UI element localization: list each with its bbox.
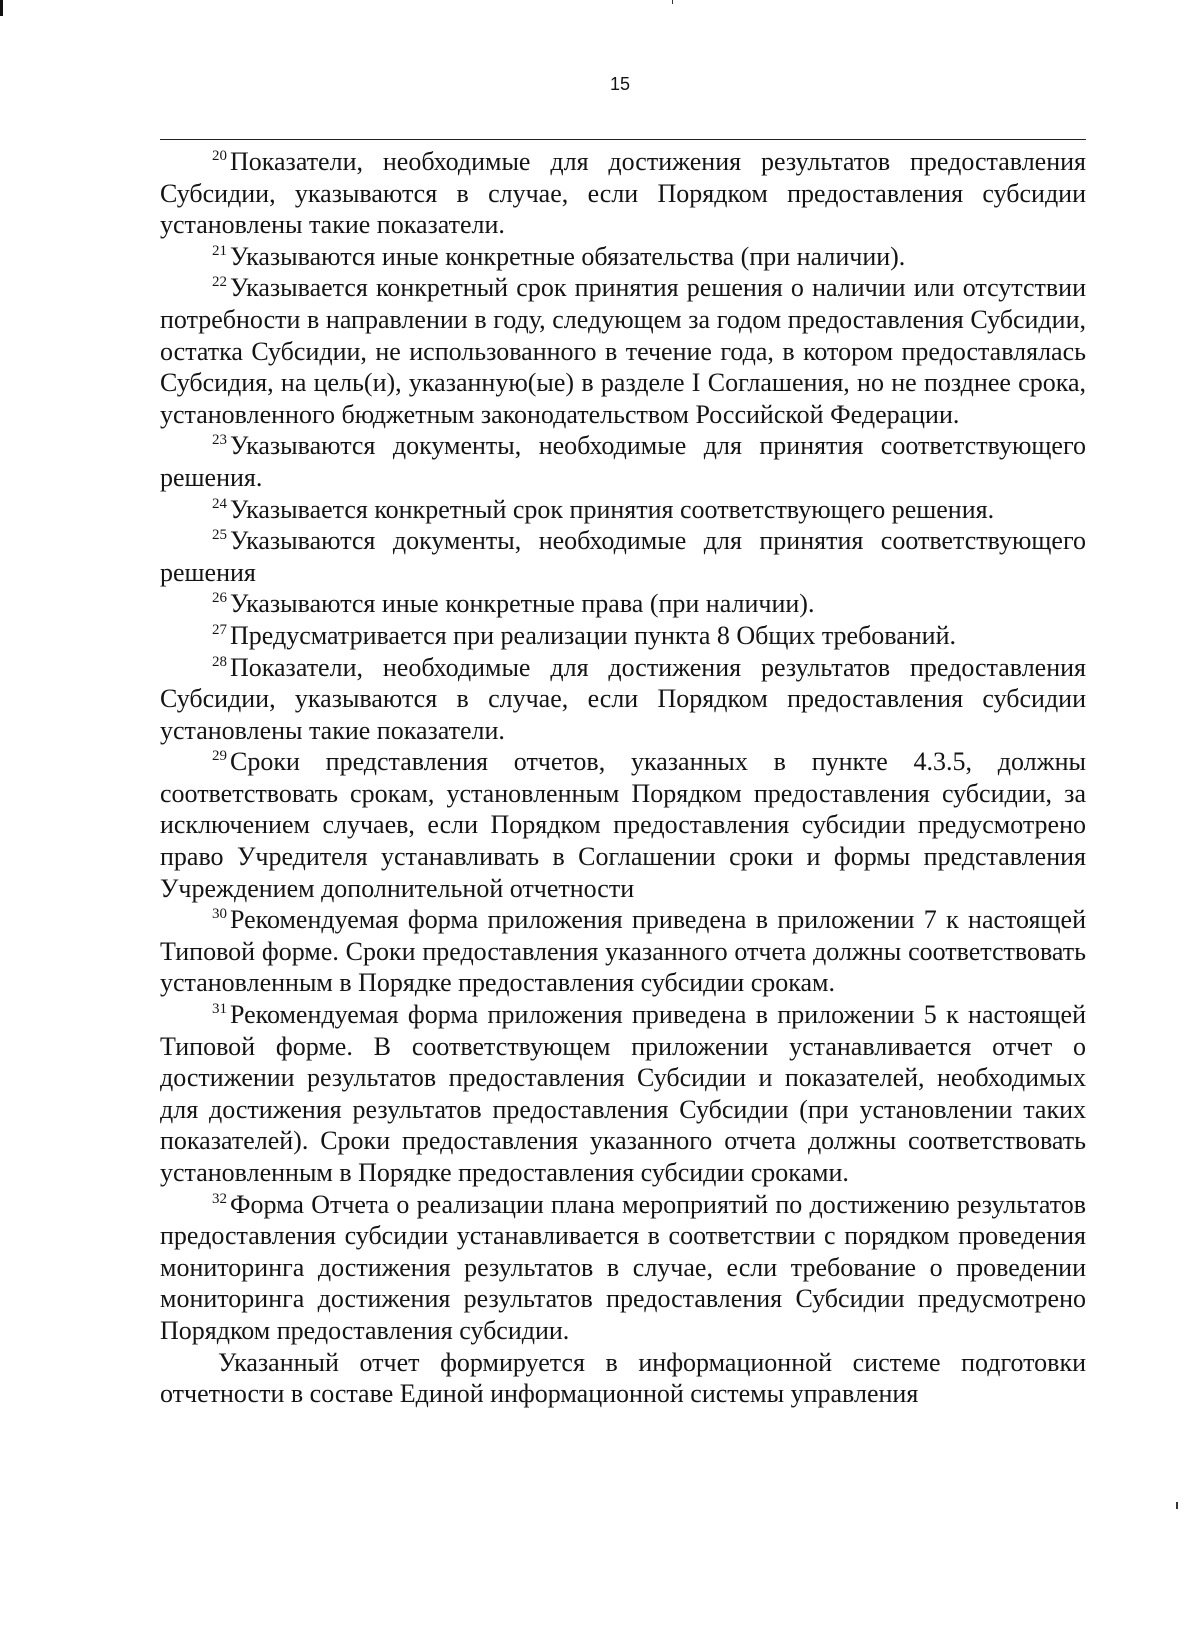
footnote-text: Рекомендуемая форма приложения приведена в приложении 7 к настоящей Типовой форме. Сроки предоставления указанного отчета должны соответствовать установленным в Порядке предоставления субсидии срокам. bbox=[160, 905, 1086, 998]
footnote-text: Указываются документы, необходимые для принятия соответствующего решения bbox=[160, 526, 1086, 587]
footnote bbox=[160, 620, 1086, 652]
footnote-text: Форма Отчета о реализации плана мероприятий по достижению результатов предоставления субсидии устанавливается в соответствии с порядком проведения мониторинга достижения результатов в случае, если требование о проведении мониторинга достижения результатов предоставления Субсидии предусмотрено Порядком предоставления субсидии. bbox=[160, 1189, 1086, 1345]
footnote bbox=[160, 494, 1086, 526]
footnote-number: 25 bbox=[212, 527, 227, 544]
footnote-text: Указывается конкретный срок принятия соответствующего решения. bbox=[230, 494, 995, 524]
footnote-text: Указываются иные конкретные обязательства (при наличии). bbox=[230, 241, 906, 271]
footnote bbox=[160, 430, 1086, 493]
footnote-number: 29 bbox=[212, 748, 227, 765]
footnote-number: 22 bbox=[212, 274, 227, 291]
footnote-text: Предусматривается при реализации пункта 8 Общих требований. bbox=[230, 620, 957, 650]
footnote bbox=[160, 525, 1086, 588]
footnote bbox=[160, 904, 1086, 999]
footnote bbox=[160, 746, 1086, 904]
footnote bbox=[160, 241, 1086, 273]
footnotes-block bbox=[160, 146, 1086, 1410]
footnote-number: 24 bbox=[212, 495, 227, 512]
scan-mark bbox=[1176, 1502, 1178, 1509]
footnote bbox=[160, 272, 1086, 430]
scan-mark bbox=[0, 0, 3, 16]
scan-mark bbox=[672, 0, 673, 4]
footnote-number: 32 bbox=[212, 1190, 227, 1207]
footnote-number: 31 bbox=[212, 1001, 227, 1018]
footnote-number: 30 bbox=[212, 906, 227, 923]
footnote-text: Рекомендуемая форма приложения приведена в приложении 5 к настоящей Типовой форме. В соответствующем приложении устанавливается отчет о достижении результатов предоставления Субсидии и показателей, необходимых для достижения результатов предоставления Субсидии (при установлении таких показателей). Сроки предоставления указанного отчета должны соответствовать установленным в Порядке предоставления субсидии сроками. bbox=[160, 1000, 1086, 1187]
footnote bbox=[160, 999, 1086, 1189]
footnote-number: 23 bbox=[212, 432, 227, 449]
closing-paragraph: Указанный отчет формируется в информационной системе подготовки отчетности в составе Единой информационной системы управления bbox=[160, 1347, 1086, 1409]
footnote-separator bbox=[160, 139, 1086, 140]
footnote-text: Указывается конкретный срок принятия решения о наличии или отсутствии потребности в направлении в году, следующем за годом предоставления Субсидии, остатка Субсидии, не использованного в течение года, в котором предоставлялась Субсидия, на цель(и), указанную(ые) в разделе I Соглашения, но не позднее срока, установленного бюджетным законодательством Российской Федерации. bbox=[160, 273, 1086, 429]
footnote-text: Указываются иные конкретные права (при наличии). bbox=[230, 589, 815, 619]
footnote bbox=[160, 146, 1086, 241]
footnote bbox=[160, 1189, 1086, 1347]
footnote-number: 21 bbox=[212, 242, 227, 259]
footnote-text: Указываются документы, необходимые для принятия соответствующего решения. bbox=[160, 431, 1086, 492]
footnote bbox=[160, 652, 1086, 747]
footnote bbox=[160, 588, 1086, 620]
footnote-number: 28 bbox=[212, 653, 227, 670]
footnote-number: 20 bbox=[212, 148, 227, 164]
footnote-number: 26 bbox=[212, 590, 227, 607]
footnote-text: Показатели, необходимые для достижения результатов предоставления Субсидии, указываются в случае, если Порядком предоставления субсидии установлены такие показатели. bbox=[160, 147, 1086, 240]
page-number: 15 bbox=[609, 74, 631, 94]
footnote-text: Показатели, необходимые для достижения результатов предоставления Субсидии, указываются в случае, если Порядком предоставления субсидии установлены такие показатели. bbox=[160, 652, 1086, 745]
footnote-text: Сроки представления отчетов, указанных в пункте 4.3.5, должны соответствовать срокам, установленным Порядком предоставления субсидии, за исключением случаев, если Порядком предоставления субсидии предусмотрено право Учредителя устанавливать в Соглашении сроки и формы представления Учреждением дополнительной отчетности bbox=[160, 747, 1086, 903]
footnote-number: 27 bbox=[212, 621, 227, 638]
